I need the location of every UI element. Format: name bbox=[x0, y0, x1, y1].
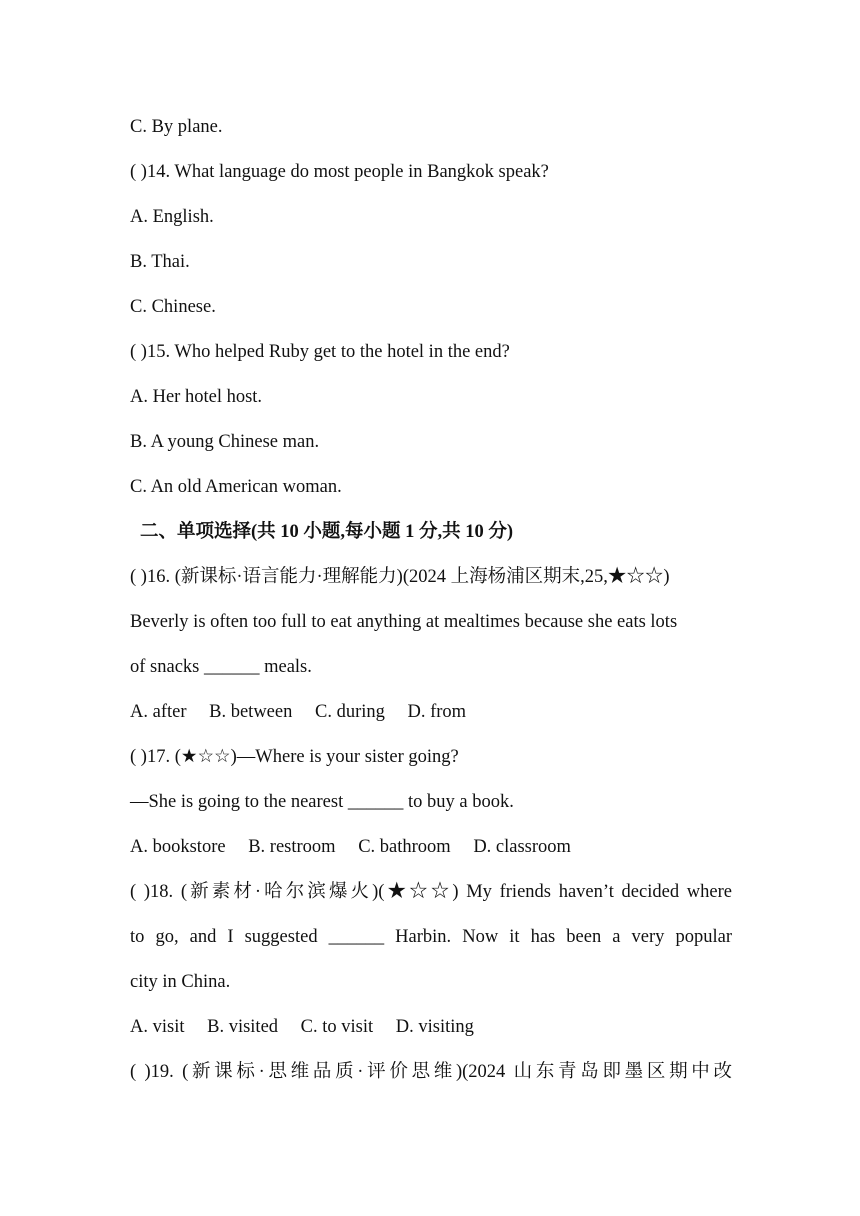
q14-option-a: A. English. bbox=[130, 207, 214, 227]
q14-question: ( )14. What language do most people in Bangkok speak? bbox=[130, 162, 549, 182]
section-heading: 二、单项选择(共 10 小题,每小题 1 分,共 10 分) bbox=[140, 522, 514, 542]
document-page bbox=[130, 110, 732, 1100]
q16-option-a: A. after bbox=[130, 702, 187, 722]
q18-option-c: C. to visit bbox=[300, 1017, 374, 1037]
q17-option-b: B. restroom bbox=[248, 837, 336, 857]
q17-options bbox=[130, 830, 732, 875]
q15-question: ( )15. Who helped Ruby get to the hotel in the end? bbox=[130, 342, 510, 362]
q18-options bbox=[130, 1010, 732, 1055]
q16-body-line-2: of snacks ______ meals. bbox=[130, 657, 312, 677]
q16-option-c: C. during bbox=[314, 702, 385, 722]
q16-header: ( )16. (新课标·语言能力·理解能力)(2024 上海杨浦区期末,25,★☆☆) bbox=[130, 567, 670, 587]
q18-line-1: ( )18. (新素材·哈尔滨爆火)(★☆☆) My friends haven’t decided where bbox=[130, 882, 732, 902]
q18-option-d: D. visiting bbox=[395, 1017, 474, 1037]
q17-header: ( )17. (★☆☆)—Where is your sister going? bbox=[130, 747, 459, 767]
q17-option-d: D. classroom bbox=[473, 837, 571, 857]
q16-option-b: B. between bbox=[209, 702, 293, 722]
q16-option-d: D. from bbox=[407, 702, 467, 722]
q17-option-c: C. bathroom bbox=[358, 837, 451, 857]
q17-option-a: A. bookstore bbox=[130, 837, 226, 857]
q18-option-b: B. visited bbox=[207, 1017, 279, 1037]
q15-option-a: A. Her hotel host. bbox=[130, 387, 263, 407]
q15-option-c: C. An old American woman. bbox=[130, 477, 342, 497]
q14-option-c: C. Chinese. bbox=[130, 297, 216, 317]
q16-options bbox=[130, 695, 732, 740]
q15-option-b: B. A young Chinese man. bbox=[130, 432, 320, 452]
q18-line-2: to go, and I suggested ______ Harbin. Now it has been a very popular bbox=[130, 927, 732, 947]
q19-header: ( )19. (新课标·思维品质·评价思维)(2024 山东青岛即墨区期中改 bbox=[130, 1062, 732, 1082]
q13-option-c: C. By plane. bbox=[130, 117, 223, 137]
q16-body-line-1: Beverly is often too full to eat anything at mealtimes because she eats lots bbox=[130, 612, 678, 632]
q18-line-3: city in China. bbox=[130, 972, 231, 992]
q17-body: —She is going to the nearest ______ to buy a book. bbox=[130, 792, 514, 812]
q18-option-a: A. visit bbox=[130, 1017, 185, 1037]
q14-option-b: B. Thai. bbox=[130, 252, 190, 272]
